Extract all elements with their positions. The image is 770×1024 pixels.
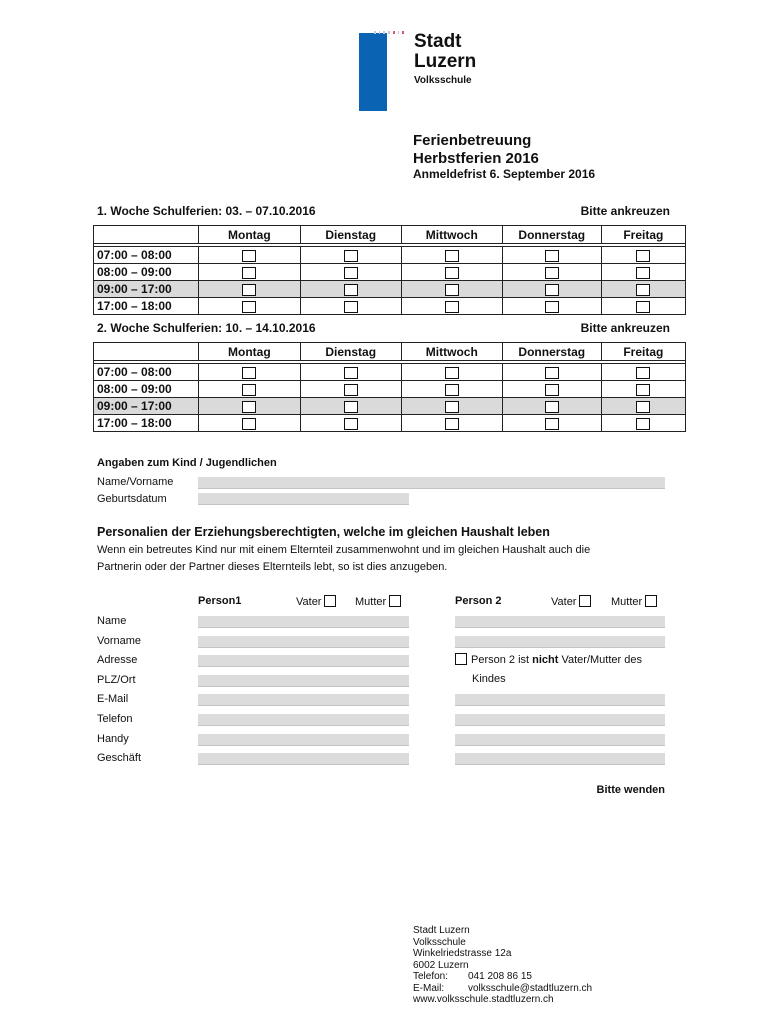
week1-slot-checkbox[interactable] [242,250,256,262]
week1-time-row [94,264,686,281]
week2-slot-cell [198,364,300,381]
week1-slot-checkbox[interactable] [344,284,358,296]
week2-day-header: Mittwoch [401,343,502,361]
person1-field[interactable] [198,714,409,726]
child-birth-field[interactable] [198,493,409,505]
parents-text2: Partnerin oder der Partner dieses Elternteils lebt, so ist dies anzugeben. [97,561,448,573]
week1-slot-cell [198,281,300,298]
form-subtitle: Herbstferien 2016 [413,150,539,167]
week1-slot-checkbox[interactable] [445,284,459,296]
week2-heading: 2. Woche Schulferien: 10. – 14.10.2016 [97,321,316,335]
week1-header-row [94,226,686,244]
week2-day-header: Montag [198,343,300,361]
week2-slot-cell [502,381,601,398]
person2-mutter-option[interactable] [611,595,657,608]
person1-mutter-label: Mutter [355,596,387,608]
week2-slot-checkbox[interactable] [344,384,358,396]
week2-time-label: 07:00 – 08:00 [94,364,199,381]
person1-mutter-option[interactable] [355,595,401,608]
footer-line3: Winkelriedstrasse 12a [413,948,512,959]
week2-slot-cell [502,415,601,432]
footer-tel-key: Telefon: [413,971,449,982]
week1-slot-checkbox[interactable] [445,250,459,262]
week2-slot-checkbox[interactable] [636,384,650,396]
week2-slot-cell [601,381,685,398]
week1-slot-cell [300,264,401,281]
parent-field-label: Telefon [97,713,133,725]
person1-field[interactable] [198,655,409,667]
bitte-wenden: Bitte wenden [596,784,665,796]
week1-slot-checkbox[interactable] [545,250,559,262]
week2-time-label: 17:00 – 18:00 [94,415,199,432]
week1-time-row [94,247,686,264]
week1-slot-cell [601,298,685,315]
person2-mutter-checkbox[interactable] [645,595,657,607]
week2-slot-checkbox[interactable] [636,401,650,413]
week2-slot-checkbox[interactable] [636,367,650,379]
person2-mutter-label: Mutter [611,596,643,608]
footer-web[interactable]: www.volksschule.stadtluzern.ch [413,994,554,1005]
week2-slot-checkbox[interactable] [545,384,559,396]
week2-slot-checkbox[interactable] [445,418,459,430]
week1-slot-cell [198,264,300,281]
week1-slot-cell [198,298,300,315]
week2-time-row [94,398,686,415]
week2-slot-cell [198,398,300,415]
person2-vater-option[interactable] [551,595,591,608]
week1-slot-cell [601,247,685,264]
week2-day-header: Dienstag [300,343,401,361]
parent-field-label: Vorname [97,635,142,647]
parent-field-label: E-Mail [97,693,129,705]
week2-slot-cell [300,364,401,381]
week1-slot-cell [502,264,601,281]
week1-slot-checkbox[interactable] [445,267,459,279]
week2-slot-checkbox[interactable] [344,401,358,413]
week1-slot-cell [300,281,401,298]
week2-slot-cell [401,364,502,381]
week2-time-row [94,381,686,398]
week2-slot-cell [601,398,685,415]
logo-line2: Luzern [414,51,477,72]
week2-slot-checkbox[interactable] [344,418,358,430]
week1-slot-checkbox[interactable] [344,250,358,262]
logo-line1: Stadt [414,31,462,52]
week1-time-row [94,281,686,298]
parent-field-label: Name [97,615,127,627]
week1-slot-checkbox[interactable] [242,267,256,279]
week1-day-header: Dienstag [300,226,401,244]
week2-slot-cell [601,415,685,432]
parents-heading: Personalien der Erziehungsberechtigten, welche im gleichen Haushalt leben [97,525,550,539]
week1-day-header: Montag [198,226,300,244]
week2-day-header: Donnerstag [502,343,601,361]
person2-note-bold: nicht [532,654,559,666]
week2-slot-cell [300,415,401,432]
week2-slot-cell [300,381,401,398]
week1-slot-cell [502,281,601,298]
person2-field[interactable] [455,714,665,726]
week2-slot-checkbox[interactable] [242,367,256,379]
person2-vater-checkbox[interactable] [579,595,591,607]
week1-slot-checkbox[interactable] [636,301,650,313]
person2-field[interactable] [455,616,665,628]
person2-label: Person 2 [455,595,502,607]
footer-line4: 6002 Luzern [413,959,469,971]
child-name-field[interactable] [198,477,665,489]
week2-slot-checkbox[interactable] [242,384,256,396]
week1-slot-cell [401,281,502,298]
week1-slot-cell [401,247,502,264]
week2-header-row [94,343,686,361]
week2-day-header: Freitag [601,343,685,361]
week1-slot-checkbox[interactable] [545,284,559,296]
week1-slot-cell [502,247,601,264]
week1-slot-checkbox[interactable] [344,301,358,313]
week1-time-label: 09:00 – 17:00 [94,281,199,298]
person1-vater-label: Vater [296,596,322,608]
person2-field[interactable] [455,753,665,765]
week1-slot-checkbox[interactable] [344,267,358,279]
week1-slot-cell [401,264,502,281]
person1-vater-option[interactable] [296,595,336,608]
week1-slot-cell [502,298,601,315]
week2-slot-checkbox[interactable] [545,418,559,430]
week1-slot-cell [601,281,685,298]
week1-day-header: Mittwoch [401,226,502,244]
week2-time-row [94,364,686,381]
person1-mutter-checkbox[interactable] [389,595,401,607]
week1-time-label: 07:00 – 08:00 [94,247,199,264]
person2-note-post: Vater/Mutter des [558,654,642,666]
child-name-label: Name/Vorname [97,476,174,488]
footer-line2: Volksschule [413,936,466,948]
week1-slot-checkbox[interactable] [242,284,256,296]
week2-slot-checkbox[interactable] [242,418,256,430]
week1-slot-checkbox[interactable] [636,284,650,296]
week1-hint: Bitte ankreuzen [580,204,670,218]
week1-slot-checkbox[interactable] [545,267,559,279]
week2-slot-cell [401,415,502,432]
week2-slot-cell [300,398,401,415]
week1-slot-checkbox[interactable] [545,301,559,313]
parents-text1: Wenn ein betreutes Kind nur mit einem Elternteil zusammenwohnt und im gleichen Haushalt auch die [97,544,591,556]
week1-day-header: Donnerstag [502,226,601,244]
week2-slot-cell [401,381,502,398]
week1-slot-checkbox[interactable] [242,301,256,313]
person1-field[interactable] [198,616,409,628]
week1-slot-cell [300,298,401,315]
week2-slot-checkbox[interactable] [344,367,358,379]
week2-corner [94,343,199,361]
person1-field[interactable] [198,675,409,687]
logo-dots [374,31,404,34]
week2-slot-cell [198,415,300,432]
week2-slot-checkbox[interactable] [445,401,459,413]
person1-label: Person1 [198,595,242,607]
footer-mail-value[interactable]: volksschule@stadtluzern.ch [468,982,593,994]
parent-field-label: Geschäft [97,752,142,764]
week1-time-label: 17:00 – 18:00 [94,298,199,315]
week1-slot-cell [401,298,502,315]
person1-field[interactable] [198,694,409,706]
week1-slot-checkbox[interactable] [445,301,459,313]
deadline: Anmeldefrist 6. September 2016 [413,167,596,181]
week2-slot-checkbox[interactable] [545,367,559,379]
person2-field[interactable] [455,734,665,746]
person1-field[interactable] [198,734,409,746]
week1-table [93,225,686,315]
form-title: Ferienbetreuung [413,132,532,149]
week2-slot-checkbox[interactable] [445,367,459,379]
parent-field-label: PLZ/Ort [97,674,136,686]
person2-note-pre: Person 2 ist [471,654,533,666]
week2-slot-cell [502,364,601,381]
person2-vater-label: Vater [551,596,577,608]
week2-hint: Bitte ankreuzen [580,321,670,335]
week2-slot-cell [198,381,300,398]
week2-slot-cell [502,398,601,415]
person2-not-parent-checkbox[interactable] [455,653,467,665]
week1-heading: 1. Woche Schulferien: 03. – 07.10.2016 [97,204,316,218]
child-birth-label: Geburtsdatum [97,493,167,505]
person1-field[interactable] [198,753,409,765]
week2-slot-cell [601,364,685,381]
week1-slot-checkbox[interactable] [636,267,650,279]
footer-tel-value: 041 208 86 15 [468,971,532,982]
week1-slot-cell [300,247,401,264]
footer-line1: Stadt Luzern [413,925,470,936]
week2-slot-checkbox[interactable] [242,401,256,413]
person2-field[interactable] [455,636,665,648]
person2-note[interactable] [455,653,642,666]
person1-field[interactable] [198,636,409,648]
week2-table [93,342,686,432]
footer-address [413,925,592,1006]
week1-corner [94,226,199,244]
person2-note-line2: Kindes [472,673,506,685]
week2-slot-checkbox[interactable] [445,384,459,396]
week1-slot-cell [198,247,300,264]
week2-slot-checkbox[interactable] [545,401,559,413]
week1-slot-checkbox[interactable] [636,250,650,262]
week1-time-label: 08:00 – 09:00 [94,264,199,281]
week1-slot-cell [601,264,685,281]
child-heading: Angaben zum Kind / Jugendlichen [97,457,277,469]
parent-field-label: Adresse [97,654,138,666]
week1-day-header: Freitag [601,226,685,244]
person1-vater-checkbox[interactable] [324,595,336,607]
footer-mail-key: E-Mail: [413,982,445,994]
logo-bar [359,33,387,111]
week2-time-label: 08:00 – 09:00 [94,381,199,398]
week2-time-row [94,415,686,432]
week1-time-row [94,298,686,315]
week2-time-label: 09:00 – 17:00 [94,398,199,415]
week2-slot-cell [401,398,502,415]
logo-sub: Volksschule [414,75,472,86]
person2-field[interactable] [455,694,665,706]
week2-slot-checkbox[interactable] [636,418,650,430]
parent-field-label: Handy [97,733,129,745]
